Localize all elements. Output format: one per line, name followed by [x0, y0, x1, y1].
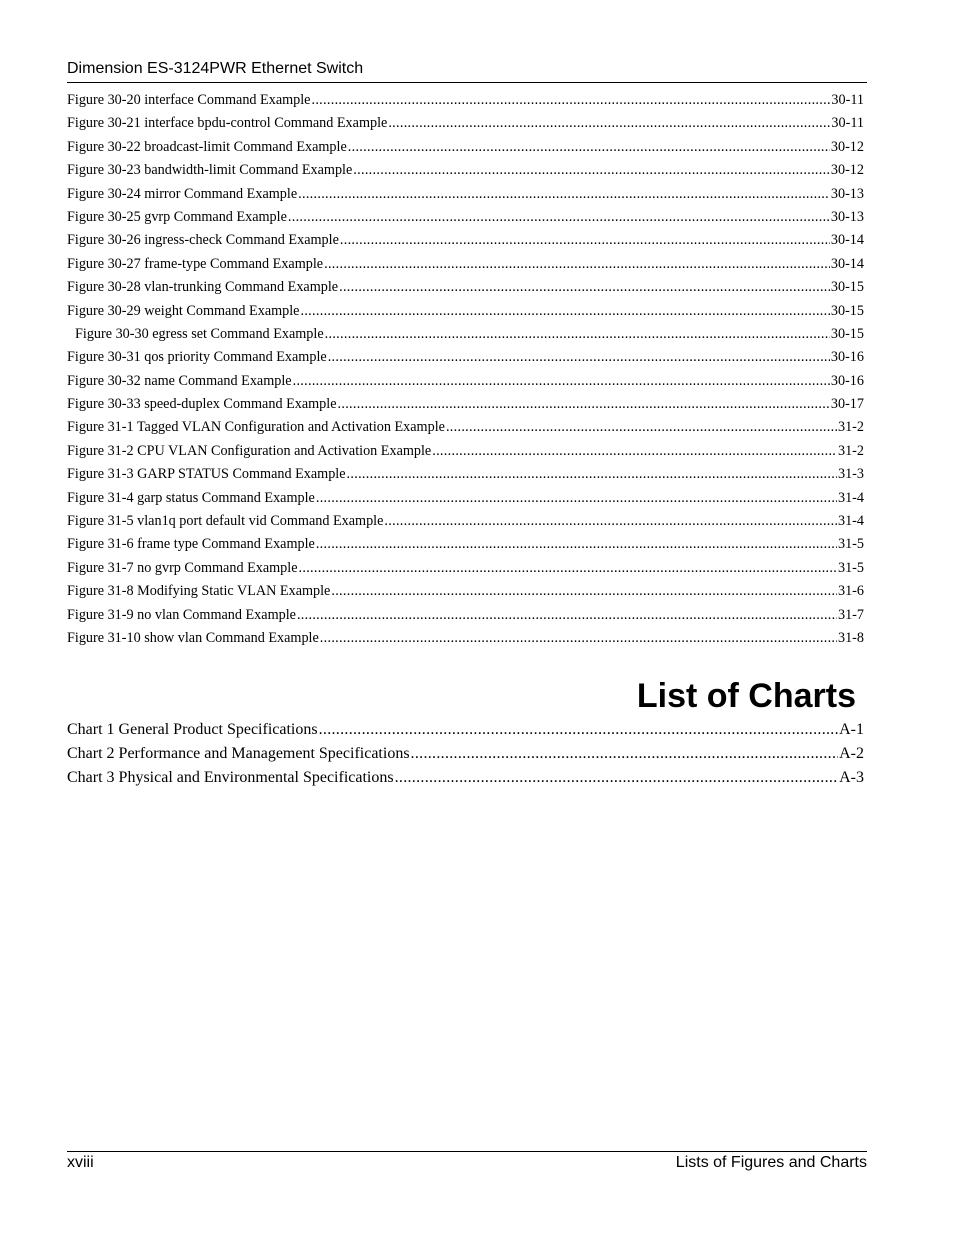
toc-entry[interactable] — [67, 112, 864, 135]
dot-leader — [288, 206, 830, 229]
toc-entry[interactable] — [67, 627, 864, 650]
dot-leader — [388, 112, 830, 135]
dot-leader — [293, 370, 830, 393]
dot-leader — [324, 253, 830, 276]
toc-entry-label: Figure 31-5 vlan1q port default vid Command Example — [67, 513, 384, 530]
dot-leader — [320, 627, 837, 650]
toc-entry-label: Figure 30-25 gvrp Command Example — [67, 208, 287, 225]
toc-entry[interactable] — [67, 346, 864, 369]
toc-entry-label: Figure 31-6 frame type Command Example — [67, 536, 315, 553]
toc-entry-label: Figure 30-23 bandwidth-limit Command Example — [67, 162, 353, 179]
dot-leader — [347, 463, 837, 486]
toc-entry[interactable] — [67, 742, 864, 766]
toc-entry-page: 30-17 — [830, 396, 864, 413]
toc-entry[interactable] — [67, 183, 864, 206]
dot-leader — [298, 183, 830, 206]
toc-entry[interactable] — [67, 229, 864, 252]
footer-section-title: Lists of Figures and Charts — [675, 1154, 867, 1171]
toc-entry-page: 30-14 — [830, 232, 864, 249]
toc-entry-label: Chart 3 Physical and Environmental Specifications — [67, 769, 394, 786]
dot-leader — [446, 416, 837, 439]
toc-entry[interactable] — [67, 323, 864, 346]
toc-entry[interactable] — [67, 159, 864, 182]
toc-entry-label: Figure 30-32 name Command Example — [67, 372, 292, 389]
toc-entry-label: Chart 1 General Product Specifications — [67, 721, 318, 738]
figures-list — [67, 89, 864, 650]
toc-entry[interactable] — [67, 393, 864, 416]
toc-entry-label: Figure 31-9 no vlan Command Example — [67, 606, 296, 623]
toc-entry[interactable] — [67, 370, 864, 393]
dot-leader — [300, 300, 829, 323]
toc-entry-page: 31-8 — [837, 629, 864, 646]
toc-entry-page: 31-5 — [837, 559, 864, 576]
toc-entry[interactable] — [67, 300, 864, 323]
dot-leader — [316, 533, 837, 556]
dot-leader — [311, 89, 830, 112]
dot-leader — [299, 557, 837, 580]
toc-entry[interactable] — [67, 718, 864, 742]
dot-leader — [432, 440, 837, 463]
toc-entry[interactable] — [67, 276, 864, 299]
toc-entry[interactable] — [67, 557, 864, 580]
toc-entry-label: Figure 30-22 broadcast-limit Command Example — [67, 138, 347, 155]
toc-entry-page: 30-13 — [830, 208, 864, 225]
toc-entry-label: Figure 30-20 interface Command Example — [67, 92, 311, 108]
toc-entry-page: 30-15 — [830, 302, 864, 319]
toc-entry-label: Figure 31-8 Modifying Static VLAN Example — [67, 583, 331, 600]
dot-leader — [328, 346, 830, 369]
toc-entry-label: Figure 30-27 frame-type Command Example — [67, 255, 324, 272]
toc-entry-label: Figure 31-4 garp status Command Example — [67, 489, 315, 506]
dot-leader — [384, 510, 837, 533]
toc-entry-page: 30-15 — [830, 325, 864, 342]
toc-entry-page: 31-4 — [837, 489, 864, 506]
toc-entry-page: 30-12 — [830, 138, 864, 155]
toc-entry-label: Figure 30-26 ingress-check Command Example — [67, 232, 339, 249]
toc-entry[interactable] — [67, 253, 864, 276]
toc-entry-label: Figure 30-31 qos priority Command Example — [67, 349, 327, 366]
toc-entry-page: 30-12 — [830, 162, 864, 179]
toc-entry-label: Figure 30-21 interface bpdu-control Command Example — [67, 115, 388, 132]
dot-leader — [331, 580, 837, 603]
dot-leader — [411, 742, 839, 766]
toc-entry-label: Figure 31-10 show vlan Command Example — [67, 629, 319, 646]
toc-entry-page: 30-16 — [830, 349, 864, 366]
dot-leader — [319, 718, 839, 742]
dot-leader — [348, 136, 830, 159]
toc-entry-page: 31-7 — [837, 606, 864, 623]
toc-entry-page: A-1 — [839, 721, 864, 738]
toc-entry-page: 30-11 — [831, 92, 864, 108]
footer-divider — [67, 1151, 867, 1152]
toc-entry[interactable] — [67, 463, 864, 486]
toc-entry-page: 31-2 — [837, 419, 864, 436]
toc-entry-page: 31-6 — [837, 583, 864, 600]
toc-entry[interactable] — [67, 416, 864, 439]
section-heading: List of Charts — [636, 677, 856, 715]
toc-entry[interactable] — [67, 136, 864, 159]
dot-leader — [339, 276, 830, 299]
toc-entry[interactable] — [67, 89, 864, 112]
toc-entry-label: Figure 30-28 vlan-trunking Command Example — [67, 279, 339, 296]
toc-entry-label: Figure 30-29 weight Command Example — [67, 302, 300, 319]
dot-leader — [353, 159, 830, 182]
dot-leader — [340, 229, 830, 252]
toc-entry-page: 31-3 — [837, 466, 864, 483]
charts-list — [67, 718, 864, 790]
toc-entry[interactable] — [67, 533, 864, 556]
toc-entry-page: A-3 — [839, 769, 864, 786]
header-divider — [67, 82, 867, 83]
toc-entry-page: 31-4 — [837, 513, 864, 530]
running-header-title: Dimension ES-3124PWR Ethernet Switch — [67, 60, 364, 77]
toc-entry[interactable] — [67, 510, 864, 533]
toc-entry-page: 31-5 — [837, 536, 864, 553]
toc-entry-label: Figure 31-3 GARP STATUS Command Example — [67, 466, 346, 483]
toc-entry[interactable] — [67, 440, 864, 463]
toc-entry-page: 30-13 — [830, 185, 864, 202]
toc-entry[interactable] — [67, 206, 864, 229]
dot-leader — [325, 323, 830, 346]
toc-entry-page: 30-11 — [831, 115, 864, 132]
toc-entry-page: 30-14 — [830, 255, 864, 272]
dot-leader — [297, 604, 837, 627]
toc-entry-page: 30-16 — [830, 372, 864, 389]
toc-entry-label: Chart 2 Performance and Management Specifications — [67, 745, 410, 762]
dot-leader — [316, 487, 837, 510]
toc-entry-page: 31-2 — [837, 442, 864, 459]
toc-entry-page: A-2 — [839, 745, 864, 762]
toc-entry-label: Figure 30-33 speed-duplex Command Example — [67, 396, 337, 413]
toc-entry-page: 30-15 — [830, 279, 864, 296]
toc-entry[interactable] — [67, 487, 864, 510]
dot-leader — [395, 766, 839, 790]
toc-entry-label: Figure 30-30 egress set Command Example — [75, 325, 324, 342]
toc-entry-label: Figure 31-1 Tagged VLAN Configuration and Activation Example — [67, 419, 445, 436]
dot-leader — [338, 393, 830, 416]
toc-entry-label: Figure 31-2 CPU VLAN Configuration and Activation Example — [67, 442, 432, 459]
toc-entry-label: Figure 30-24 mirror Command Example — [67, 185, 298, 202]
toc-entry[interactable] — [67, 766, 864, 790]
toc-entry-label: Figure 31-7 no gvrp Command Example — [67, 559, 298, 576]
toc-entry[interactable] — [67, 580, 864, 603]
footer-page-number: xviii — [67, 1154, 94, 1171]
toc-entry[interactable] — [67, 604, 864, 627]
